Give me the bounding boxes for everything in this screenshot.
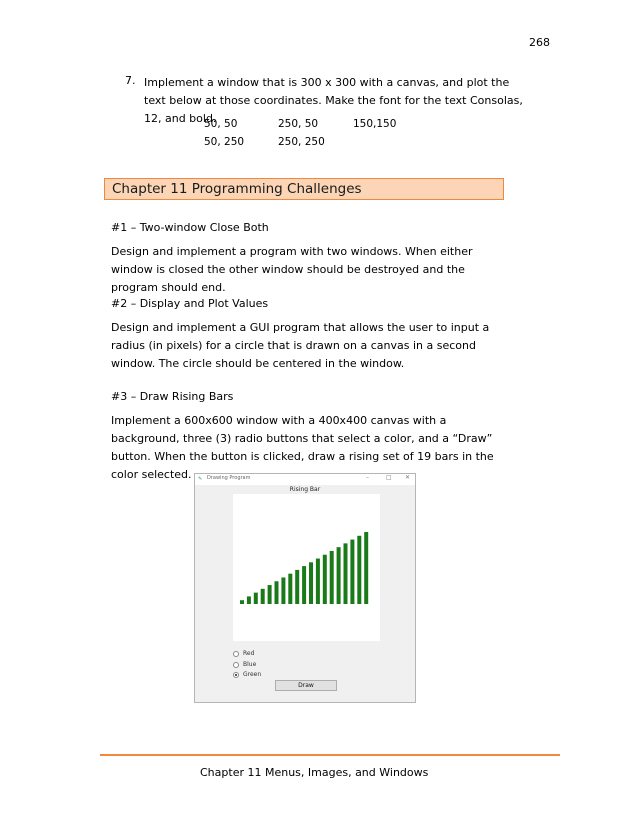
- bar: [357, 536, 361, 604]
- bar: [350, 540, 354, 604]
- feather-icon: ✎: [198, 476, 203, 482]
- bar: [281, 577, 285, 604]
- radio-red: [233, 650, 254, 657]
- radio-button-selected: [233, 672, 239, 678]
- bar: [240, 600, 244, 604]
- window-title: Drawing Program: [207, 475, 251, 481]
- challenge-2-body: Design and implement a GUI program that allows the user to input a radius (in pixels) for a circle that is drawn on a canvas in a second window. The circle should be centered in the window.: [111, 321, 490, 370]
- bar: [309, 562, 313, 604]
- minimize-icon: –: [366, 474, 369, 481]
- coord-label: 250, 250: [278, 136, 325, 148]
- maximize-icon: □: [386, 474, 392, 481]
- bar: [337, 547, 341, 604]
- bar: [364, 532, 368, 604]
- coord-label: 150,150: [353, 118, 397, 130]
- radio-label: Red: [243, 650, 255, 657]
- canvas-title: Rising Bar: [289, 486, 321, 493]
- radio-green: [233, 671, 261, 678]
- bar: [323, 555, 327, 604]
- bar: [261, 589, 265, 604]
- draw-button: Draw: [275, 680, 337, 691]
- coord-label: 50, 250: [204, 136, 245, 148]
- window-titlebar: [195, 474, 415, 485]
- exercise-number: 7.: [125, 74, 136, 87]
- challenge-1-title: #1 – Two-window Close Both: [111, 221, 269, 234]
- exercise-text: Implement a window that is 300 x 300 with a canvas, and plot the text below at those coordinates. Make the font for the text Consolas, 12, and bold.: [144, 76, 523, 125]
- chapter-heading-box: [104, 178, 504, 200]
- challenge-3-title: #3 – Draw Rising Bars: [111, 390, 234, 403]
- radio-label: Blue: [243, 661, 257, 668]
- footer-text: Chapter 11 Menus, Images, and Windows: [200, 766, 429, 779]
- chapter-heading: Chapter 11 Programming Challenges: [112, 181, 362, 197]
- radio-label: Green: [243, 671, 262, 678]
- bar: [247, 596, 251, 604]
- rising-bars-chart: [233, 494, 380, 641]
- challenge-3-body: Implement a 600x600 window with a 400x400 canvas with a background, three (3) radio buttons that select a color, and a “Draw” button. When the button is clicked, draw a rising set of 19 bars in the color selected.: [111, 414, 494, 481]
- footer-rule: [100, 754, 560, 756]
- bar: [295, 570, 299, 604]
- radio-button: [233, 651, 239, 657]
- bar: [302, 566, 306, 604]
- page-number: 268: [529, 36, 550, 49]
- coord-label: 50, 50: [204, 118, 238, 130]
- bar: [268, 585, 272, 604]
- radio-button: [233, 662, 239, 668]
- bar: [344, 543, 348, 604]
- bar: [330, 551, 334, 604]
- drawing-canvas: [233, 494, 380, 641]
- bar: [254, 593, 258, 604]
- challenge-2-title: #2 – Display and Plot Values: [111, 297, 269, 310]
- bar: [275, 581, 279, 604]
- close-icon: ✕: [405, 474, 411, 481]
- bar: [316, 559, 320, 604]
- coord-label: 250, 50: [278, 118, 319, 130]
- radio-blue: [233, 661, 256, 668]
- drawing-program-screenshot: [194, 473, 416, 703]
- bar: [288, 574, 292, 604]
- challenge-1-body: Design and implement a program with two windows. When either window is closed the other window should be destroyed and the program should end.: [111, 245, 473, 294]
